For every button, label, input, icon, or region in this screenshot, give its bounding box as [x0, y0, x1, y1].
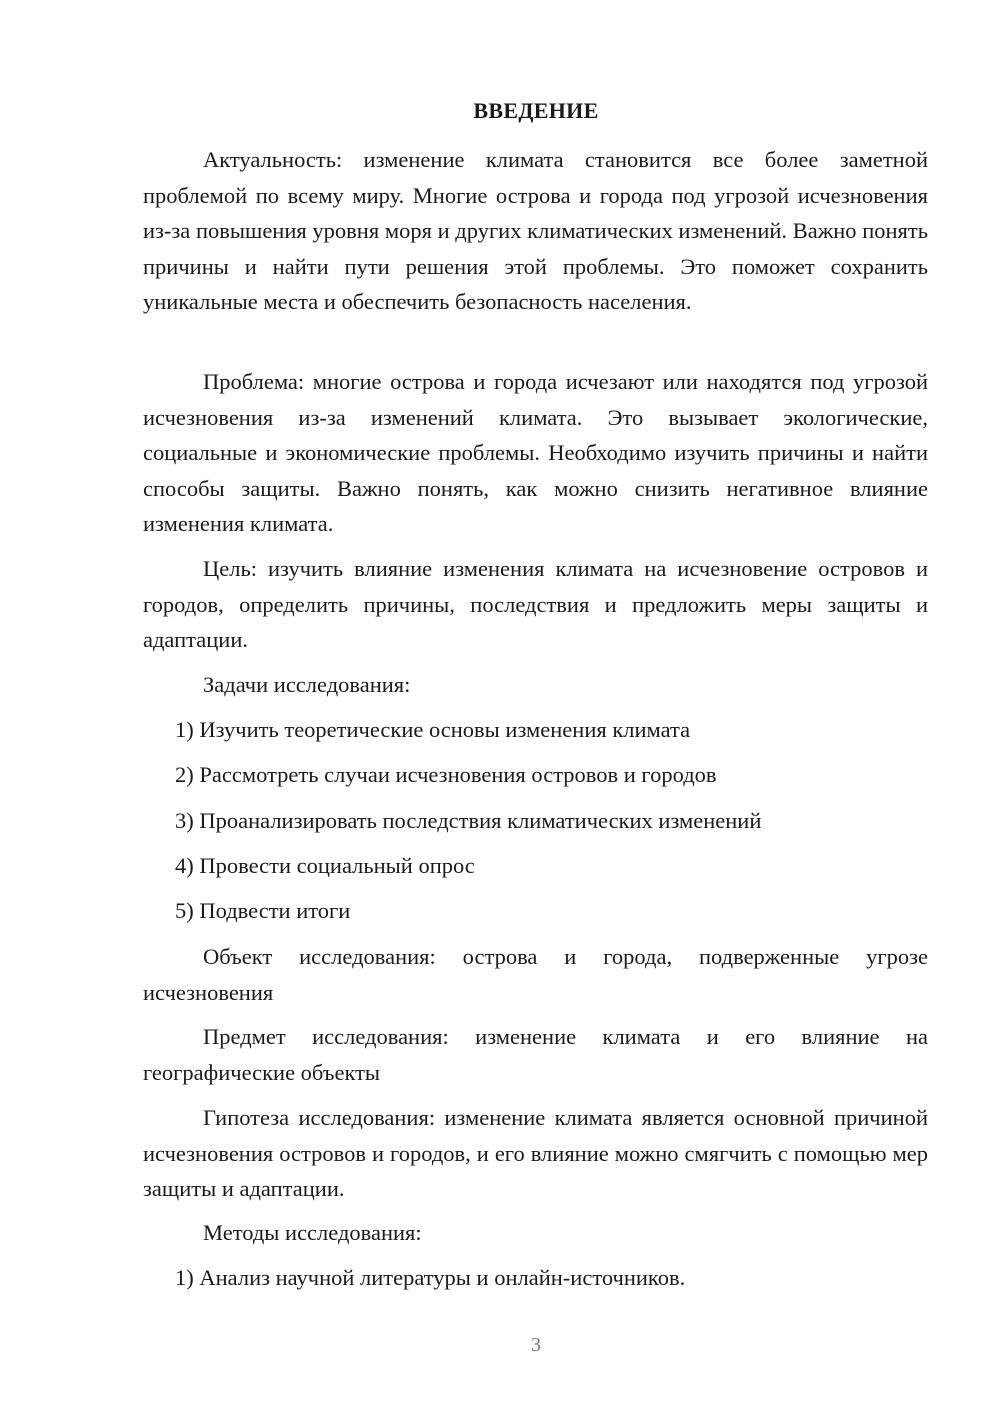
- subject-paragraph: Предмет исследования: изменение климата и его влияние на географические объекты: [143, 1024, 928, 1085]
- object-paragraph: Объект исследования: острова и города, подверженные угрозе исчезновения: [143, 944, 928, 1005]
- task-item: 2) Рассмотреть случаи исчезновения островов и городов: [175, 762, 717, 787]
- methods-heading: Методы исследования:: [203, 1220, 422, 1245]
- tasks-heading: Задачи исследования:: [203, 672, 411, 697]
- relevance-paragraph: Актуальность: изменение климата становится все более заметной проблемой по всему миру. Многие острова и города под угрозой исчезновения из-за повышения уровня моря и других климатических изменений. Важно понять причины и найти пути решения этой проблемы. Это поможет сохранить уникальные места и обеспечить безопасность населения.: [143, 147, 928, 314]
- method-item: 1) Анализ научной литературы и онлайн-источников.: [175, 1265, 686, 1290]
- section-title: ВВЕДЕНИЕ: [473, 98, 599, 123]
- goal-paragraph: Цель: изучить влияние изменения климата на исчезновение островов и городов, определить причины, последствия и предложить меры защиты и адаптации.: [143, 556, 928, 652]
- page-number: 3: [531, 1334, 541, 1356]
- task-item: 3) Проанализировать последствия климатических изменений: [175, 808, 762, 833]
- hypothesis-paragraph: Гипотеза исследования: изменение климата является основной причиной исчезновения островов и городов, и его влияние можно смягчить с помощью мер защиты и адаптации.: [143, 1105, 928, 1201]
- task-item: 4) Провести социальный опрос: [175, 853, 475, 878]
- task-item: 1) Изучить теоретические основы изменения климата: [175, 717, 691, 742]
- task-item: 5) Подвести итоги: [175, 898, 351, 923]
- problem-paragraph: Проблема: многие острова и города исчезают или находятся под угрозой исчезновения из-за изменений климата. Это вызывает экологические, социальные и экономические проблемы. Необходимо изучить причины и найти способы защиты. Важно понять, как можно снизить негативное влияние изменения климата.: [143, 369, 928, 536]
